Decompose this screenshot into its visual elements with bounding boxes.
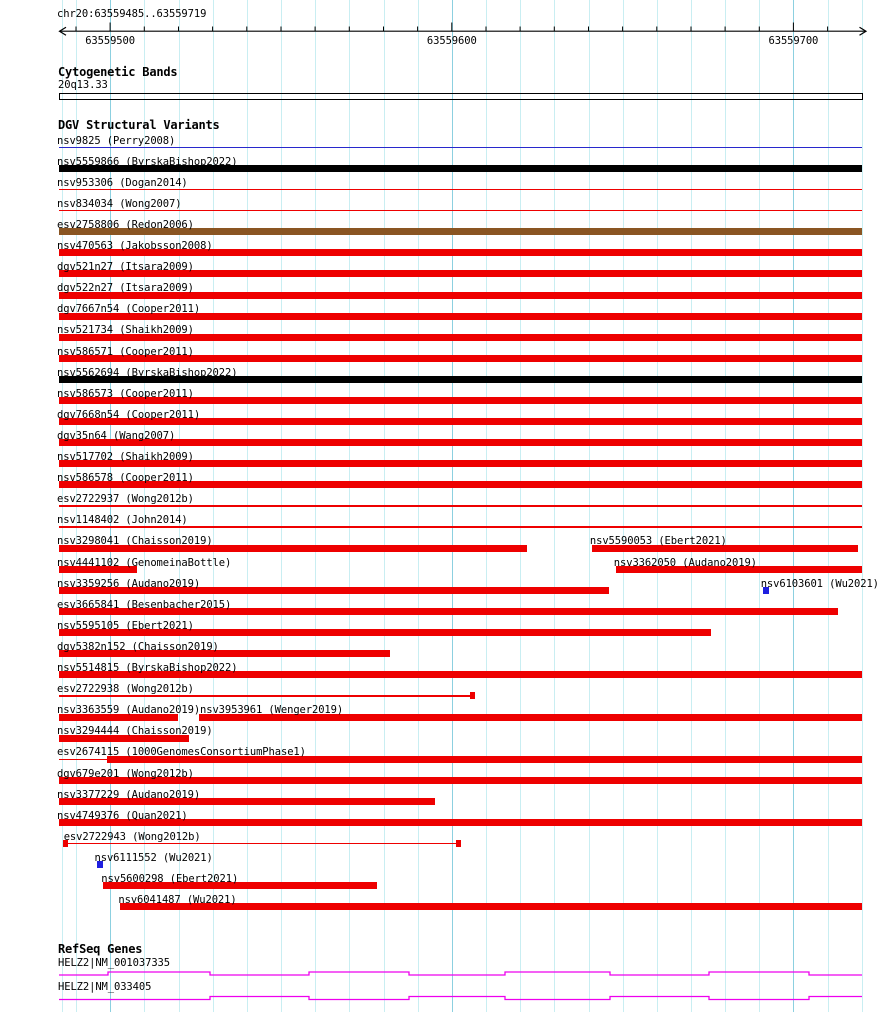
variant-line[interactable] — [59, 695, 472, 697]
variant-label[interactable]: nsv521734 (Shaikh2009) — [57, 324, 194, 337]
variant-line[interactable] — [59, 147, 862, 149]
gene-label[interactable]: HELZ2|NM_033405 — [58, 981, 152, 993]
variant-line[interactable] — [59, 189, 862, 191]
gene-label[interactable]: HELZ2|NM_001037335 — [58, 957, 170, 969]
variant-label[interactable]: nsv5595105 (Ebert2021) — [57, 619, 194, 632]
variant-label[interactable]: nsv4749376 (Quan2021) — [57, 809, 188, 822]
variant-label[interactable]: nsv3294444 (Chaisson2019) — [57, 725, 213, 738]
variant-label[interactable]: dgv7667n54 (Cooper2011) — [57, 303, 201, 316]
variant-label[interactable]: nsv3953961 (Wenger2019) — [200, 704, 344, 717]
variant-label[interactable]: esv2722938 (Wong2012b) — [57, 683, 194, 696]
variant-label[interactable]: nsv5600298 (Ebert2021) — [101, 873, 239, 885]
variant-label[interactable]: esv3665841 (Besenbacher2015) — [57, 598, 232, 611]
region-title: chr20:63559485..63559719 — [57, 8, 207, 20]
section-header-refseq-genes: RefSeq Genes — [58, 942, 143, 956]
cytoband-box[interactable] — [59, 93, 863, 100]
variant-label[interactable]: dgv679e201 (Wong2012b) — [57, 767, 194, 780]
variant-label[interactable]: nsv470563 (Jakobsson2008) — [57, 240, 213, 252]
variant-label[interactable]: nsv586573 (Cooper2011) — [57, 387, 194, 400]
variant-label[interactable]: nsv5559866 (ByrskaBishop2022) — [57, 155, 238, 168]
variant-label[interactable]: esv2722943 (Wong2012b) — [63, 830, 201, 843]
variant-label[interactable]: nsv5562694 (ByrskaBishop2022) — [57, 366, 238, 379]
variant-label[interactable]: nsv586571 (Cooper2011) — [57, 345, 194, 358]
ruler-tick-label: 63559600 — [426, 35, 477, 47]
gene-model-line[interactable] — [59, 972, 862, 975]
ruler-tick-label: 63559500 — [85, 35, 135, 47]
variant-label[interactable]: nsv834034 (Wong2007) — [57, 197, 182, 210]
variant-line[interactable] — [59, 526, 862, 528]
section-header-dgv-structural-variants: DGV Structural Variants — [58, 118, 220, 132]
ruler-tick-label: 63559700 — [768, 35, 819, 47]
variant-label[interactable]: nsv3298041 (Chaisson2019) — [57, 535, 213, 548]
variant-bar[interactable] — [59, 439, 862, 446]
variant-line[interactable] — [59, 210, 862, 212]
section-header-cytogenetic-bands: Cytogenetic Bands — [58, 65, 178, 79]
variant-label[interactable]: nsv1148402 (John2014) — [57, 514, 188, 527]
variant-label[interactable]: esv2722937 (Wong2012b) — [57, 493, 194, 506]
variant-label[interactable]: dgv522n27 (Itsara2009) — [57, 282, 194, 295]
variant-label[interactable]: nsv3362050 (Audano2019) — [613, 556, 757, 569]
variant-label[interactable]: nsv5590053 (Ebert2021) — [589, 535, 727, 548]
cytoband-label: 20q13.33 — [58, 79, 108, 91]
variant-label[interactable]: nsv3363559 (Audano2019) — [57, 704, 201, 717]
variant-label[interactable]: nsv5514815 (ByrskaBishop2022) — [57, 662, 238, 674]
variant-label[interactable]: nsv3359256 (Audano2019) — [57, 577, 201, 590]
gene-model-line[interactable] — [59, 997, 862, 1000]
variant-line[interactable] — [59, 759, 107, 761]
variant-label[interactable]: nsv4441102 (GenomeinaBottle) — [57, 556, 232, 569]
variant-label[interactable]: nsv9825 (Perry2008) — [57, 134, 176, 147]
variant-label[interactable]: nsv6041487 (Wu2021) — [118, 894, 237, 907]
variant-label[interactable]: nsv953306 (Dogan2014) — [57, 176, 188, 189]
variant-label[interactable]: nsv586578 (Cooper2011) — [57, 472, 194, 485]
variant-label[interactable]: nsv6103601 (Wu2021) — [760, 577, 879, 590]
variant-label[interactable]: nsv3377229 (Audano2019) — [57, 788, 201, 801]
variant-label[interactable]: esv2674115 (1000GenomesConsortiumPhase1) — [57, 746, 306, 759]
variant-label[interactable]: nsv517702 (Shaikh2009) — [57, 451, 194, 463]
variant-label[interactable]: dgv5382n152 (Chaisson2019) — [57, 640, 219, 653]
variant-endcap[interactable] — [470, 692, 475, 699]
variant-label[interactable]: esv2758806 (Redon2006) — [57, 218, 194, 231]
variant-label[interactable]: dgv521n27 (Itsara2009) — [57, 261, 194, 274]
variant-line[interactable] — [66, 843, 459, 845]
variant-label[interactable]: dgv35n64 (Wang2007) — [57, 429, 176, 442]
variant-label[interactable]: nsv6111552 (Wu2021) — [94, 851, 213, 864]
variant-endcap[interactable] — [456, 840, 461, 847]
variant-label[interactable]: dgv7668n54 (Cooper2011) — [57, 408, 201, 421]
variant-line[interactable] — [59, 505, 862, 507]
